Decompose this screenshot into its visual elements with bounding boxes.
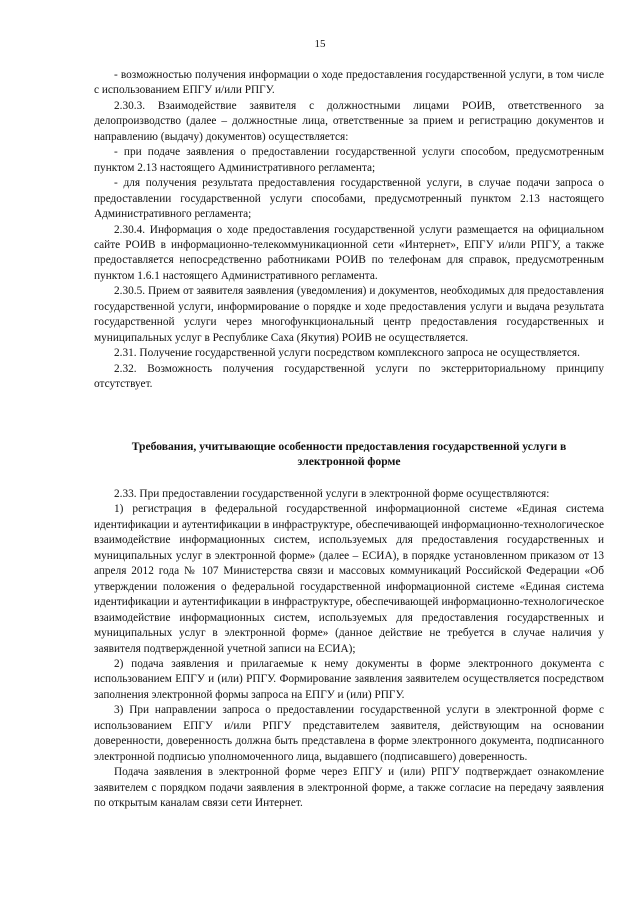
paragraph-2-33: 2.33. При предоставлении государственной услуги в электронной форме осуществляются: bbox=[114, 488, 550, 500]
paragraph-2-30-3: 2.30.3. Взаимодействие заявителя с должностными лицами РОИВ, ответственного за делопроизводство (далее – должностные лица, ответственные за прием и регистрацию документов и направлению (выдачу) документов) осуществляется: bbox=[94, 99, 604, 143]
paragraph-2-32: 2.32. Возможность получения государственной услуги по экстерриториальному принципу отсутствует. bbox=[94, 362, 604, 391]
page-number: 15 bbox=[314, 38, 326, 50]
paragraph-item-3: 3) При направлении запроса о предоставлении государственной услуги в электронной форме с использованием ЕПГУ и/или РПГУ представителем заявителя, действующим на основании доверенности, доверенность должна быть представлена в форме электронного документа, подписанного электронной подписью уполномоченного лица, выдавшего (подписавшего) доверенность. bbox=[94, 704, 604, 763]
bottom-section bbox=[94, 487, 604, 812]
paragraph-info-access: - возможностью получения информации о ходе предоставления государственной услуги, в том числе с использованием ЕПГУ и/или РПГУ. bbox=[94, 69, 604, 97]
paragraph-2-31: 2.31. Получение государственной услуги посредством комплексного запроса не осуществляется. bbox=[114, 347, 580, 360]
paragraph-consent: Подача заявления в электронной форме через ЕПГУ и (или) РПГУ подтверждает ознакомление заявителем с порядком подачи заявления в электронной форме, а также согласие на передачу заявления по открытым каналам связи сети Интернет. bbox=[94, 766, 604, 810]
paragraph-submission: - при подаче заявления о предоставлении государственной услуги способом, предусмотренным пунктом 2.13 настоящего Административного регламента; bbox=[94, 146, 604, 174]
paragraph-item-2: 2) подача заявления и прилагаемые к нему документы в форме электронного документа с использованием ЕПГУ и (или) РПГУ. Формирование заявления заявителем осуществляется посредством заполнения электронной формы запроса на ЕПГУ и (или) РПГУ. bbox=[94, 657, 604, 701]
section-heading bbox=[94, 439, 604, 470]
paragraph-2-30-4: 2.30.4. Информация о ходе предоставления государственной услуги размещается на официальном сайте РОИВ в информационно-телекоммуникационной сети «Интернет», ЕПГУ и/или РПГУ, а также предоставляется непосредственно работниками РОИВ по телефонам для справок, предусмотренным пунктом 1.6.1 настоящего Административного регламента. bbox=[94, 223, 604, 282]
paragraph-item-1: 1) регистрация в федеральной государственной информационной системе «Единая система идентификации и аутентификации в инфраструктуре, обеспечивающей информационно-технологическое взаимодействие информационных систем, используемых для предоставления государственных и муниципальных услуг в электронной форме» (далее – ЕСИА), в порядке установленном приказом от 13 апреля 2012 года № 107 Министерства связи и массовых коммуникаций Российской Федерации «Об утверждении положения о федеральной государственной информационной системе «Единая система идентификации и аутентификации в инфраструктуре, обеспечивающей информационно-технологическое взаимодействие информационных систем, используемых для предоставления государственных и муниципальных услуг в электронной форме» (данное действие не требуется в случае наличия у заявителя подтвержденной учетной записи на ЕСИА); bbox=[94, 503, 604, 655]
paragraph-result: - для получения результата предоставления государственной услуги, в случае подачи запроса о предоставлении государственной услуги способами, предусмотренный пунктом 2.13 настоящего Административного регламента; bbox=[94, 177, 604, 221]
paragraph-2-30-5: 2.30.5. Прием от заявителя заявления (уведомления) и документов, необходимых для предоставления государственной услуги, информирование о порядке и ходе предоставления услуги и выдача результата государственной услуги через многофункциональный центр предоставления государственных и муниципальных услуг в Республике Саха (Якутия) РОИВ не осуществляется. bbox=[94, 285, 604, 344]
top-section bbox=[94, 68, 604, 393]
heading-line-2: электронной форме bbox=[297, 455, 401, 469]
heading-line-1: Требования, учитывающие особенности предоставления государственной услуги в bbox=[131, 440, 567, 453]
